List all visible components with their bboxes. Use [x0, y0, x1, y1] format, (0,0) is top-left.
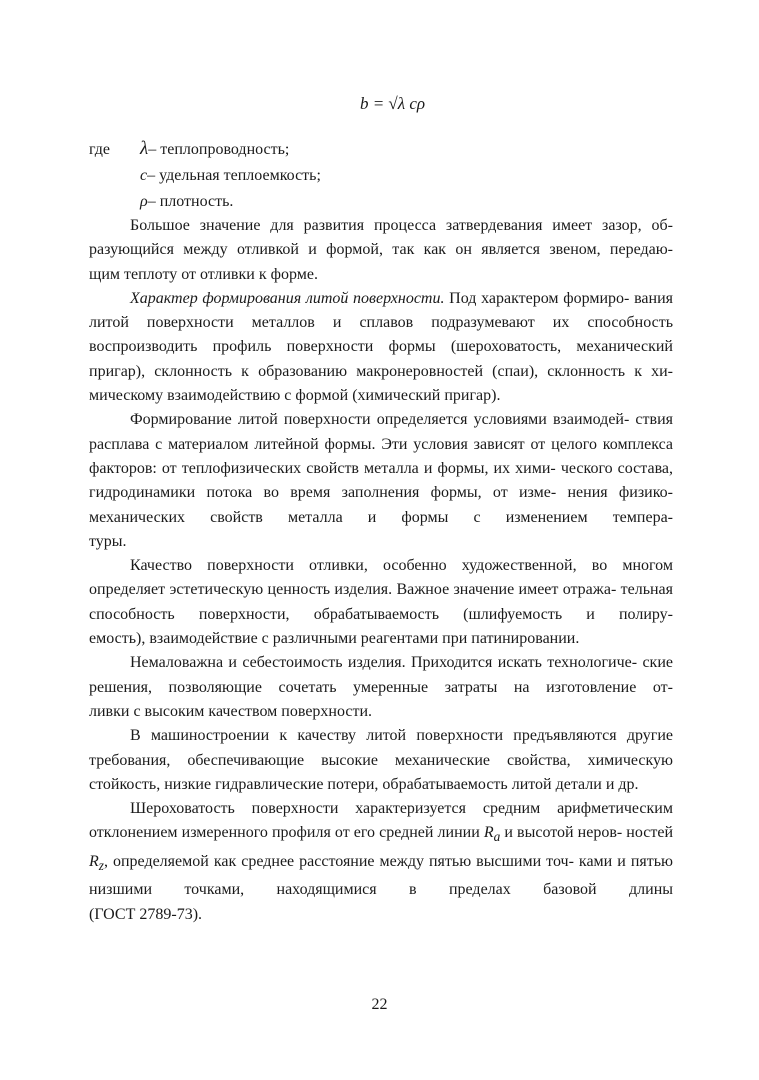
text-line: Формирование литой поверхности определяется условиями взаимодей-: [130, 411, 630, 429]
text-line: ские решения, позволяющие сочетать умеренные затраты на изготовление от-: [89, 654, 673, 696]
text-line: Шероховатость поверхности характеризуется средним арифметическим: [130, 800, 673, 818]
text-line: определяет эстетическую ценность изделия. Важное значение имеет отража-: [89, 581, 617, 599]
ra-symbol: $R_a$: [483, 824, 501, 845]
definition-text: – плотность.: [147, 193, 234, 210]
text-line: нения физико-механических свойств металла и формы с изменением темпера-: [89, 484, 674, 526]
rz-symbol: $R_z$: [89, 852, 104, 874]
paragraph: [89, 651, 673, 724]
text-line: вания литой поверхности металлов и сплавов подразумевают их способность: [89, 289, 674, 332]
body-text: [89, 214, 673, 927]
text-line: ками и пятью низшими точками, находящимися в пределах базовой длины: [89, 852, 673, 899]
text-line: ческого состава, гидродинамики потока во время заполнения формы, от изме-: [89, 459, 674, 502]
text-line: комплекса факторов: от теплофизических свойств металла и формы, их хими-: [89, 435, 673, 477]
definition-symbol: c: [140, 167, 148, 184]
text-line: разующийся между отливкой и формой, так как он является звеном, передаю-: [89, 241, 673, 259]
paragraph: [89, 287, 673, 408]
text-line: ствия расплава с материалом литейной формы. Эти условия зависят от целого: [89, 411, 673, 453]
text-line: воспроизводить профиль поверхности формы (шероховатость, механический: [89, 338, 673, 356]
paragraph: [89, 797, 673, 927]
text-line: пригар), склонность к образованию макронеровностей (спаи), склонность к хи-: [89, 362, 673, 380]
text-line: ностей $R_z$, определяемой как среднее расстояние между пятью высшими точ-: [89, 824, 673, 874]
definitions-list: [89, 136, 321, 215]
paragraph: [89, 724, 673, 797]
text-line: тельная способность поверхности, обрабатываемость (шлифуемость и полиру-: [89, 581, 674, 623]
text-line: емость), взаимодействие с различными реагентами при патинировании.: [89, 630, 580, 648]
definition-item: [89, 136, 321, 163]
paragraph: [89, 554, 673, 651]
text-line: (ГОСТ 2789-73).: [89, 905, 203, 923]
text-line: щим теплоту от отливки к форме.: [89, 265, 318, 283]
text-line: стойкость, низкие гидравлические потери, обрабатываемость литой детали и др.: [89, 775, 639, 793]
definition-text: – удельная теплоемкость;: [147, 167, 321, 184]
paragraph: [89, 214, 673, 287]
definition-symbol: ρ: [140, 193, 148, 210]
formula: b = √λ cρ: [359, 94, 426, 113]
definition-item: [89, 163, 321, 189]
definition-item: [89, 189, 321, 215]
italic-heading: Характер формирования литой поверхности.: [130, 289, 445, 307]
page-number: 22: [371, 996, 388, 1013]
text-line: Под характером формиро-: [444, 289, 630, 307]
text-line: туры.: [89, 532, 127, 550]
text-line: ливки с высоким качеством поверхности.: [89, 702, 373, 720]
definition-symbol: λ: [140, 138, 149, 159]
text-line: Большое значение для развития процесса затвердевания имеет зазор, об-: [130, 217, 673, 234]
text-line: отклонением измеренного профиля от его средней линии $R_a$ и высотой нерoв-: [89, 824, 623, 845]
definition-text: – теплопроводность;: [148, 141, 290, 158]
text-line: В машиностроении к качеству литой поверхности предъявляются другие: [130, 727, 673, 745]
text-line: мическому взаимодействию с формой (химический пригар).: [89, 387, 501, 405]
text-line: Качество поверхности отливки, особенно художественной, во многом: [130, 557, 673, 575]
text-line: Немаловажна и себестоимость изделия. Приходится искать технологиче-: [130, 654, 638, 672]
paragraph: [89, 408, 673, 554]
text-line: требования, обеспечивающие высокие механические свойства, химическую: [89, 751, 673, 769]
definition-lead: где: [89, 141, 111, 158]
